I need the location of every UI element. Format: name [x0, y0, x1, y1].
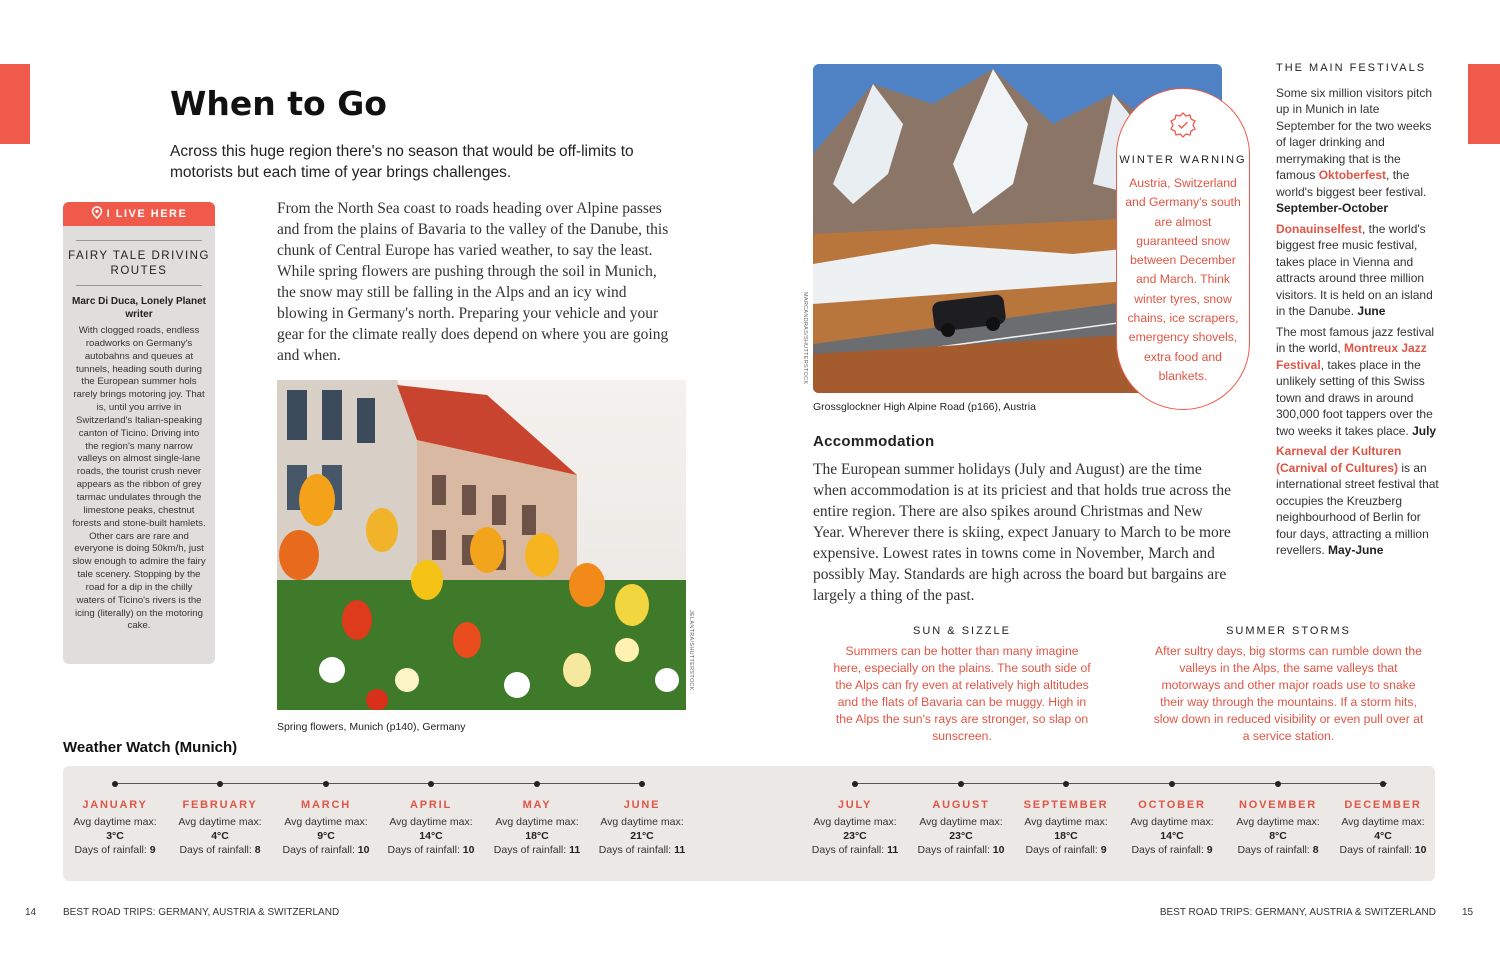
festival-dates: July [1412, 423, 1437, 438]
temp-label: Avg daytime max: [600, 816, 684, 828]
rain-value: 10 [1414, 844, 1427, 856]
rain-label: Days of rainfall: [1131, 844, 1207, 856]
festival-entry: Karneval der Kulturen (Carnival of Cultures) is an international street festival that occupies the Kreuzberg neighbourhood of Berlin for four days, attracting a million revellers. May-June [1276, 444, 1439, 557]
rain-value: 10 [357, 844, 370, 856]
month-stats [909, 815, 1013, 857]
accommodation-text: The European summer holidays (July and August) are the time when accommodation is at its priciest and that holds true across the entire region. There are also spikes around Christmas and New Year. Wherever there is skiing, expect January to March to be more expensive. Lowest rates in towns come in November, March and possibly May. Standards are high across the board but bargains are largely a thing of the past. [813, 461, 1231, 604]
temp-label: Avg daytime max: [1130, 816, 1214, 828]
month-stats [379, 815, 483, 857]
month-name: JANUARY [82, 799, 148, 811]
rain-value: 11 [569, 844, 581, 856]
photo-caption: Spring flowers, Munich (p140), Germany [277, 721, 466, 733]
month-april [379, 766, 483, 857]
temp-value: 8°C [1269, 830, 1287, 842]
sun-sizzle-box [833, 625, 1091, 745]
rain-value: 11 [887, 844, 899, 856]
rain-line [485, 843, 589, 857]
month-name: MARCH [301, 799, 351, 811]
timeline-dot [1169, 781, 1175, 787]
rain-value: 9 [1206, 844, 1213, 856]
accommodation-heading: Accommodation [813, 433, 935, 450]
festival-name: Montreux Jazz Festival [1276, 341, 1427, 372]
rain-line [168, 843, 272, 857]
temp-label: Avg daytime max: [919, 816, 1003, 828]
snowflake-badge-icon [1117, 111, 1249, 144]
timeline-dot [534, 781, 540, 787]
main-paragraph: From the North Sea coast to roads heading over Alpine passes and from the plains of Bavaria to the valley of the Danube, this chunk of Central Europe has varied weather, to say the least. While spring flowers are pushing through the soil in Munich, the snow may still be falling in the Alps and an icy wind blowing in Germany's north. Preparing your vehicle and your gear for the climate really does depend on where you are going and when. [277, 200, 669, 364]
rain-value: 10 [462, 844, 475, 856]
temp-value: 23°C [949, 830, 973, 842]
month-stats [590, 815, 694, 857]
month-stats [274, 815, 378, 857]
page-number-left: 14 [25, 907, 37, 918]
sidebar-body: With clogged roads, endless roadworks on Germany's autobahns and queues at tunnels, heading south during the European summer hols rarely brings motoring joy. That is, until you arrive in Switzerland's Italian-speaking canton of Ticino. Driving into the region's many narrow valleys on almost single-lane roads, the tourist crush never appears as the ribbon of grey tarmac undulates through the limestone peaks, chestnut forests and stone-built hamlets. Other cars are rare and everyone is doing 50km/h, just slow enough to admire the fairy tale scenery. Stopping by the road for a dip in the chilly waters of Ticino's rivers is the icing (literally) on the motoring cake. [72, 325, 206, 632]
festivals-heading: THE MAIN FESTIVALS [1276, 62, 1427, 74]
rain-value: 9 [149, 844, 156, 856]
sidebar-author: Marc Di Duca, Lonely Planet writer [72, 296, 206, 320]
rain-line [274, 843, 378, 857]
rain-label: Days of rainfall: [493, 844, 570, 856]
timeline-dot [1063, 781, 1069, 787]
timeline-dot [1275, 781, 1281, 787]
month-stats [63, 815, 167, 857]
month-name: NOVEMBER [1239, 799, 1317, 811]
timeline-dot [112, 781, 118, 787]
page-number-right: 15 [1462, 907, 1474, 918]
rain-label: Days of rainfall: [598, 844, 675, 856]
month-stats [1014, 815, 1118, 857]
rain-line [909, 843, 1013, 857]
rain-label: Days of rainfall: [917, 844, 993, 856]
month-stats [1226, 815, 1330, 857]
month-name: JUNE [623, 799, 661, 811]
spring-flowers-photo [277, 380, 686, 710]
temp-value: 18°C [1054, 830, 1078, 842]
temp-label: Avg daytime max: [389, 816, 473, 828]
temp-value: 23°C [843, 830, 867, 842]
intro-text: Across this huge region there's no season that would be off-limits to motorists but each time of year brings challenges. [170, 143, 634, 181]
festivals-column [1276, 60, 1440, 563]
rain-label: Days of rainfall: [811, 844, 888, 856]
timeline-dot [428, 781, 434, 787]
summer-storms-heading: SUMMER STORMS [1226, 625, 1351, 637]
timeline-dot [1380, 781, 1386, 787]
sun-sizzle-text: Summers can be hotter than many imagine here, especially on the plains. The south side of the Alps can fry even at relatively high altitudes and the flats of Bavaria can be muggy. High in the Alps the sun's rays are stronger, so slap on sunscreen. [833, 644, 1091, 743]
rain-value: 8 [254, 844, 261, 856]
temp-value: 3°C [106, 830, 124, 842]
month-january [63, 766, 167, 857]
photo-credit: JELANTRA/SHUTTERSTOCK [688, 610, 694, 691]
month-stats [485, 815, 589, 857]
temp-value: 14°C [1160, 830, 1184, 842]
rain-label: Days of rainfall: [1237, 844, 1313, 856]
rain-line [379, 843, 483, 857]
rain-line [63, 843, 167, 857]
month-october [1120, 766, 1224, 857]
festival-entry: Donauinselfest, the world's biggest free music festival, takes place in Vienna and attracts around three million visitors. It is held on an island in the Danube. June [1276, 221, 1433, 318]
temp-label: Avg daytime max: [813, 816, 897, 828]
right-edge-tab [1468, 64, 1500, 144]
summer-storms-box [1150, 625, 1427, 745]
month-stats [168, 815, 272, 857]
temp-value: 4°C [1374, 830, 1392, 842]
weather-heading: Weather Watch (Munich) [63, 739, 238, 756]
temp-label: Avg daytime max: [284, 816, 368, 828]
divider [76, 240, 202, 241]
timeline-dot [958, 781, 964, 787]
temp-label: Avg daytime max: [495, 816, 579, 828]
rain-value: 11 [674, 844, 686, 856]
temp-label: Avg daytime max: [178, 816, 262, 828]
temp-value: 18°C [525, 830, 549, 842]
month-name: MAY [522, 799, 552, 811]
rain-line [1226, 843, 1330, 857]
running-footer-right: BEST ROAD TRIPS: GERMANY, AUSTRIA & SWITZERLAND [1159, 907, 1436, 918]
festival-dates: June [1357, 304, 1386, 318]
temp-value: 14°C [419, 830, 443, 842]
temp-value: 4°C [211, 830, 229, 842]
month-july [803, 766, 907, 857]
month-november [1226, 766, 1330, 857]
photo-credit: MARCANDRAS/SHUTTERSTOCK [802, 292, 808, 385]
timeline-dot [639, 781, 645, 787]
temp-value: 9°C [317, 830, 335, 842]
rain-line [1120, 843, 1224, 857]
i-live-here-badge [63, 202, 215, 226]
month-stats [1120, 815, 1224, 857]
month-june [590, 766, 694, 857]
timeline-dot [852, 781, 858, 787]
month-may [485, 766, 589, 857]
i-live-here-box [63, 202, 215, 664]
rain-line [803, 843, 907, 857]
festival-name: Karneval der Kulturen (Carnival of Cultures) [1276, 444, 1402, 475]
month-name: JULY [837, 799, 873, 811]
winter-warning-box [1116, 88, 1250, 410]
timeline-dot [323, 781, 329, 787]
temp-label: Avg daytime max: [73, 816, 157, 828]
rain-label: Days of rainfall: [282, 844, 358, 856]
winter-text: Austria, Switzerland and Germany's south are almost guaranteed snow between December and March. Think winter tyres, snow chains, ice scrapers, emergency shovels, extra food and blankets. [1125, 176, 1241, 383]
winter-heading: WINTER WARNING [1119, 154, 1247, 166]
timeline-dot [217, 781, 223, 787]
festival-name: Donauinselfest [1276, 221, 1363, 236]
month-name: SEPTEMBER [1023, 799, 1109, 811]
rain-label: Days of rainfall: [179, 844, 255, 856]
month-december [1331, 766, 1435, 857]
festival-dates: May-June [1328, 543, 1384, 557]
weather-band [63, 766, 1435, 881]
temp-label: Avg daytime max: [1236, 816, 1320, 828]
rain-value: 8 [1312, 844, 1319, 856]
rain-label: Days of rainfall: [74, 844, 150, 856]
month-name: FEBRUARY [182, 799, 258, 811]
month-name: AUGUST [932, 799, 990, 811]
rain-line [590, 843, 694, 857]
festival-entry: Some six million visitors pitch up in Munich in late September for the two weeks of lager drinking and merrymaking that is the famous Oktoberfest, the world's biggest beer festival. September-October [1276, 85, 1433, 215]
festival-dates: September-October [1276, 201, 1389, 215]
photo-caption: Grossglockner High Alpine Road (p166), Austria [813, 401, 1036, 413]
sidebar-title: FAIRY TALE DRIVING ROUTES [68, 250, 210, 277]
rain-label: Days of rainfall: [1339, 844, 1415, 856]
month-name: OCTOBER [1138, 799, 1206, 811]
location-pin-icon [91, 206, 103, 222]
rain-line [1331, 843, 1435, 857]
left-edge-tab [0, 64, 30, 144]
month-september [1014, 766, 1118, 857]
month-february [168, 766, 272, 857]
running-footer-left: BEST ROAD TRIPS: GERMANY, AUSTRIA & SWITZERLAND [63, 907, 340, 918]
rain-label: Days of rainfall: [387, 844, 463, 856]
month-march [274, 766, 378, 857]
temp-label: Avg daytime max: [1024, 816, 1108, 828]
page-title: When to Go [170, 84, 387, 123]
month-august [909, 766, 1013, 857]
temp-value: 21°C [630, 830, 654, 842]
festival-entry: The most famous jazz festival in the world, Montreux Jazz Festival, takes place in the unlikely setting of this Swiss town and draws in around 300,000 foot tappers over the two weeks it takes place. July [1276, 324, 1437, 438]
month-stats [1331, 815, 1435, 857]
divider [76, 285, 202, 286]
temp-label: Avg daytime max: [1341, 816, 1425, 828]
rain-value: 10 [992, 844, 1005, 856]
festival-name: Oktoberfest [1318, 168, 1387, 182]
summer-storms-text: After sultry days, big storms can rumble down the valleys in the Alps, the same valleys that motorways and other major roads use to snake their way through the mountains. If a storm hits, slow down in reduced visibility or even pull over at a service station. [1153, 644, 1424, 743]
month-stats [803, 815, 907, 857]
rain-value: 9 [1100, 844, 1107, 856]
badge-label: I LIVE HERE [106, 208, 188, 220]
month-name: APRIL [410, 799, 452, 811]
rain-label: Days of rainfall: [1025, 844, 1101, 856]
rain-line [1014, 843, 1118, 857]
sun-sizzle-heading: SUN & SIZZLE [913, 625, 1011, 637]
month-name: DECEMBER [1344, 799, 1422, 811]
